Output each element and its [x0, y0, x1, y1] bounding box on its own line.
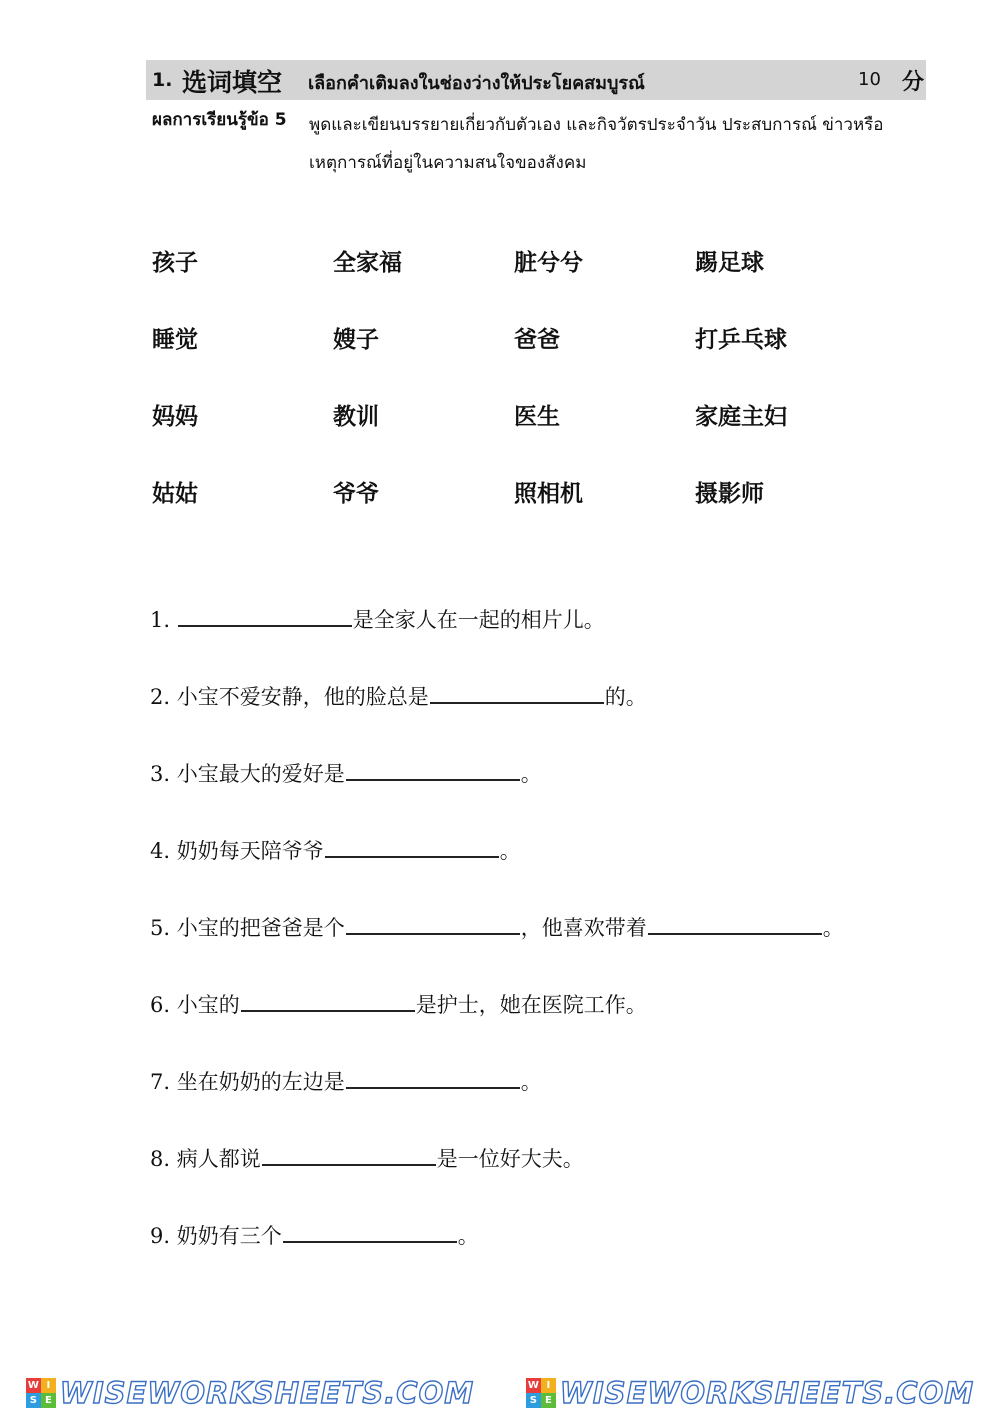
word-bank-item: 爷爷 [333, 480, 379, 507]
section-score-unit: 分 [902, 70, 925, 95]
answer-blank[interactable] [262, 1142, 436, 1166]
sentence-3 [150, 756, 930, 833]
word-bank-item: 照相机 [514, 480, 583, 507]
sentence-text: 。 [499, 839, 521, 863]
word-bank-item: 姑姑 [152, 480, 198, 507]
section-score: 10 [858, 69, 881, 90]
word-bank-item: 睡觉 [152, 326, 198, 353]
sentence-7 [150, 1064, 930, 1141]
badge-letter: W [27, 1379, 39, 1391]
sentence-text: 7. 坐在奶奶的左边是 [150, 1070, 345, 1094]
sentence-8 [150, 1141, 930, 1218]
answer-blank[interactable] [241, 988, 415, 1012]
word-bank-item: 打乒乓球 [695, 326, 787, 353]
word-bank-item: 脏兮兮 [514, 249, 583, 276]
sentence-text: 5. 小宝的把爸爸是个 [150, 916, 345, 940]
sentence-text: 是一位好大夫。 [436, 1147, 584, 1171]
sentence-5 [150, 910, 930, 987]
sentence-text: 是全家人在一起的相片儿。 [352, 608, 605, 632]
sentence-text: 9. 奶奶有三个 [150, 1224, 282, 1248]
answer-blank[interactable] [648, 911, 822, 935]
sentence-1 [150, 602, 930, 679]
sentence-4 [150, 833, 930, 910]
brand-text: WISEWORKSHEETS.COM [559, 1375, 975, 1410]
learning-outcome-label: ผลการเรียนรู้ข้อ 5 [152, 110, 287, 130]
sentence-text: 3. 小宝最大的爱好是 [150, 762, 345, 786]
section-header [146, 60, 926, 100]
word-bank-item: 孩子 [152, 249, 198, 276]
section-title: 选词填空 [182, 68, 283, 97]
answer-blank[interactable] [283, 1219, 457, 1243]
sentence-2 [150, 679, 930, 756]
answer-blank[interactable] [325, 834, 499, 858]
badge-letter: I [41, 1378, 56, 1393]
answer-blank[interactable] [346, 1065, 520, 1089]
badge-letter: W [527, 1379, 539, 1391]
word-bank-item: 爸爸 [514, 326, 560, 353]
sentence-text: 2. 小宝不爱安静，他的脸总是 [150, 685, 429, 709]
sentence-9 [150, 1218, 930, 1295]
answer-blank[interactable] [346, 911, 520, 935]
sentence-text: 的。 [604, 685, 647, 709]
word-bank [152, 244, 876, 552]
sentence-text: 。 [520, 762, 542, 786]
answer-blank[interactable] [430, 680, 604, 704]
brand-text: WISEWORKSHEETS.COM [59, 1375, 475, 1410]
word-bank-item: 踢足球 [695, 249, 764, 276]
footer-watermark [0, 1372, 1000, 1413]
sentence-text: 6. 小宝的 [150, 993, 240, 1017]
sentence-text: 1. [150, 608, 177, 632]
learning-outcome-text: พูดและเขียนบรรยายเกี่ยวกับตัวเอง และกิจวัตรประจำวัน ประสบการณ์ ข่าวหรือเหตุการณ์ที่อยู่ในความสนใจของสังคม [309, 115, 884, 173]
wiseworksheets-logo[interactable] [26, 1376, 474, 1410]
sentence-text: 8. 病人都说 [150, 1147, 261, 1171]
section-number: 1. [152, 69, 173, 91]
sentence-6 [150, 987, 930, 1064]
badge-letter: S [26, 1393, 41, 1408]
sentence-text: ，他喜欢带着 [520, 916, 647, 940]
wiseworksheets-logo[interactable] [526, 1376, 974, 1410]
sentence-text: 。 [457, 1224, 479, 1248]
word-bank-item: 妈妈 [152, 403, 198, 430]
answer-blank[interactable] [178, 603, 352, 627]
sentence-text: 。 [822, 916, 844, 940]
sentence-text: 。 [520, 1070, 542, 1094]
word-bank-item: 家庭主妇 [695, 403, 787, 430]
wise-badge-icon [26, 1378, 56, 1408]
sentence-text: 4. 奶奶每天陪爷爷 [150, 839, 324, 863]
word-bank-item: 嫂子 [333, 326, 379, 353]
badge-letter: E [541, 1393, 556, 1408]
fill-in-sentences [150, 602, 930, 1295]
word-bank-item: 全家福 [333, 249, 402, 276]
word-bank-item: 教训 [333, 403, 379, 430]
word-bank-item: 摄影师 [695, 480, 764, 507]
badge-letter: S [526, 1393, 541, 1408]
section-instruction: เลือกคำเติมลงในช่องว่างให้ประโยคสมบูรณ์ [308, 73, 645, 94]
wise-badge-icon [526, 1378, 556, 1408]
badge-letter: I [541, 1378, 556, 1393]
word-bank-item: 医生 [514, 403, 560, 430]
badge-letter: E [41, 1393, 56, 1408]
sentence-text: 是护士，她在医院工作。 [415, 993, 647, 1017]
answer-blank[interactable] [346, 757, 520, 781]
